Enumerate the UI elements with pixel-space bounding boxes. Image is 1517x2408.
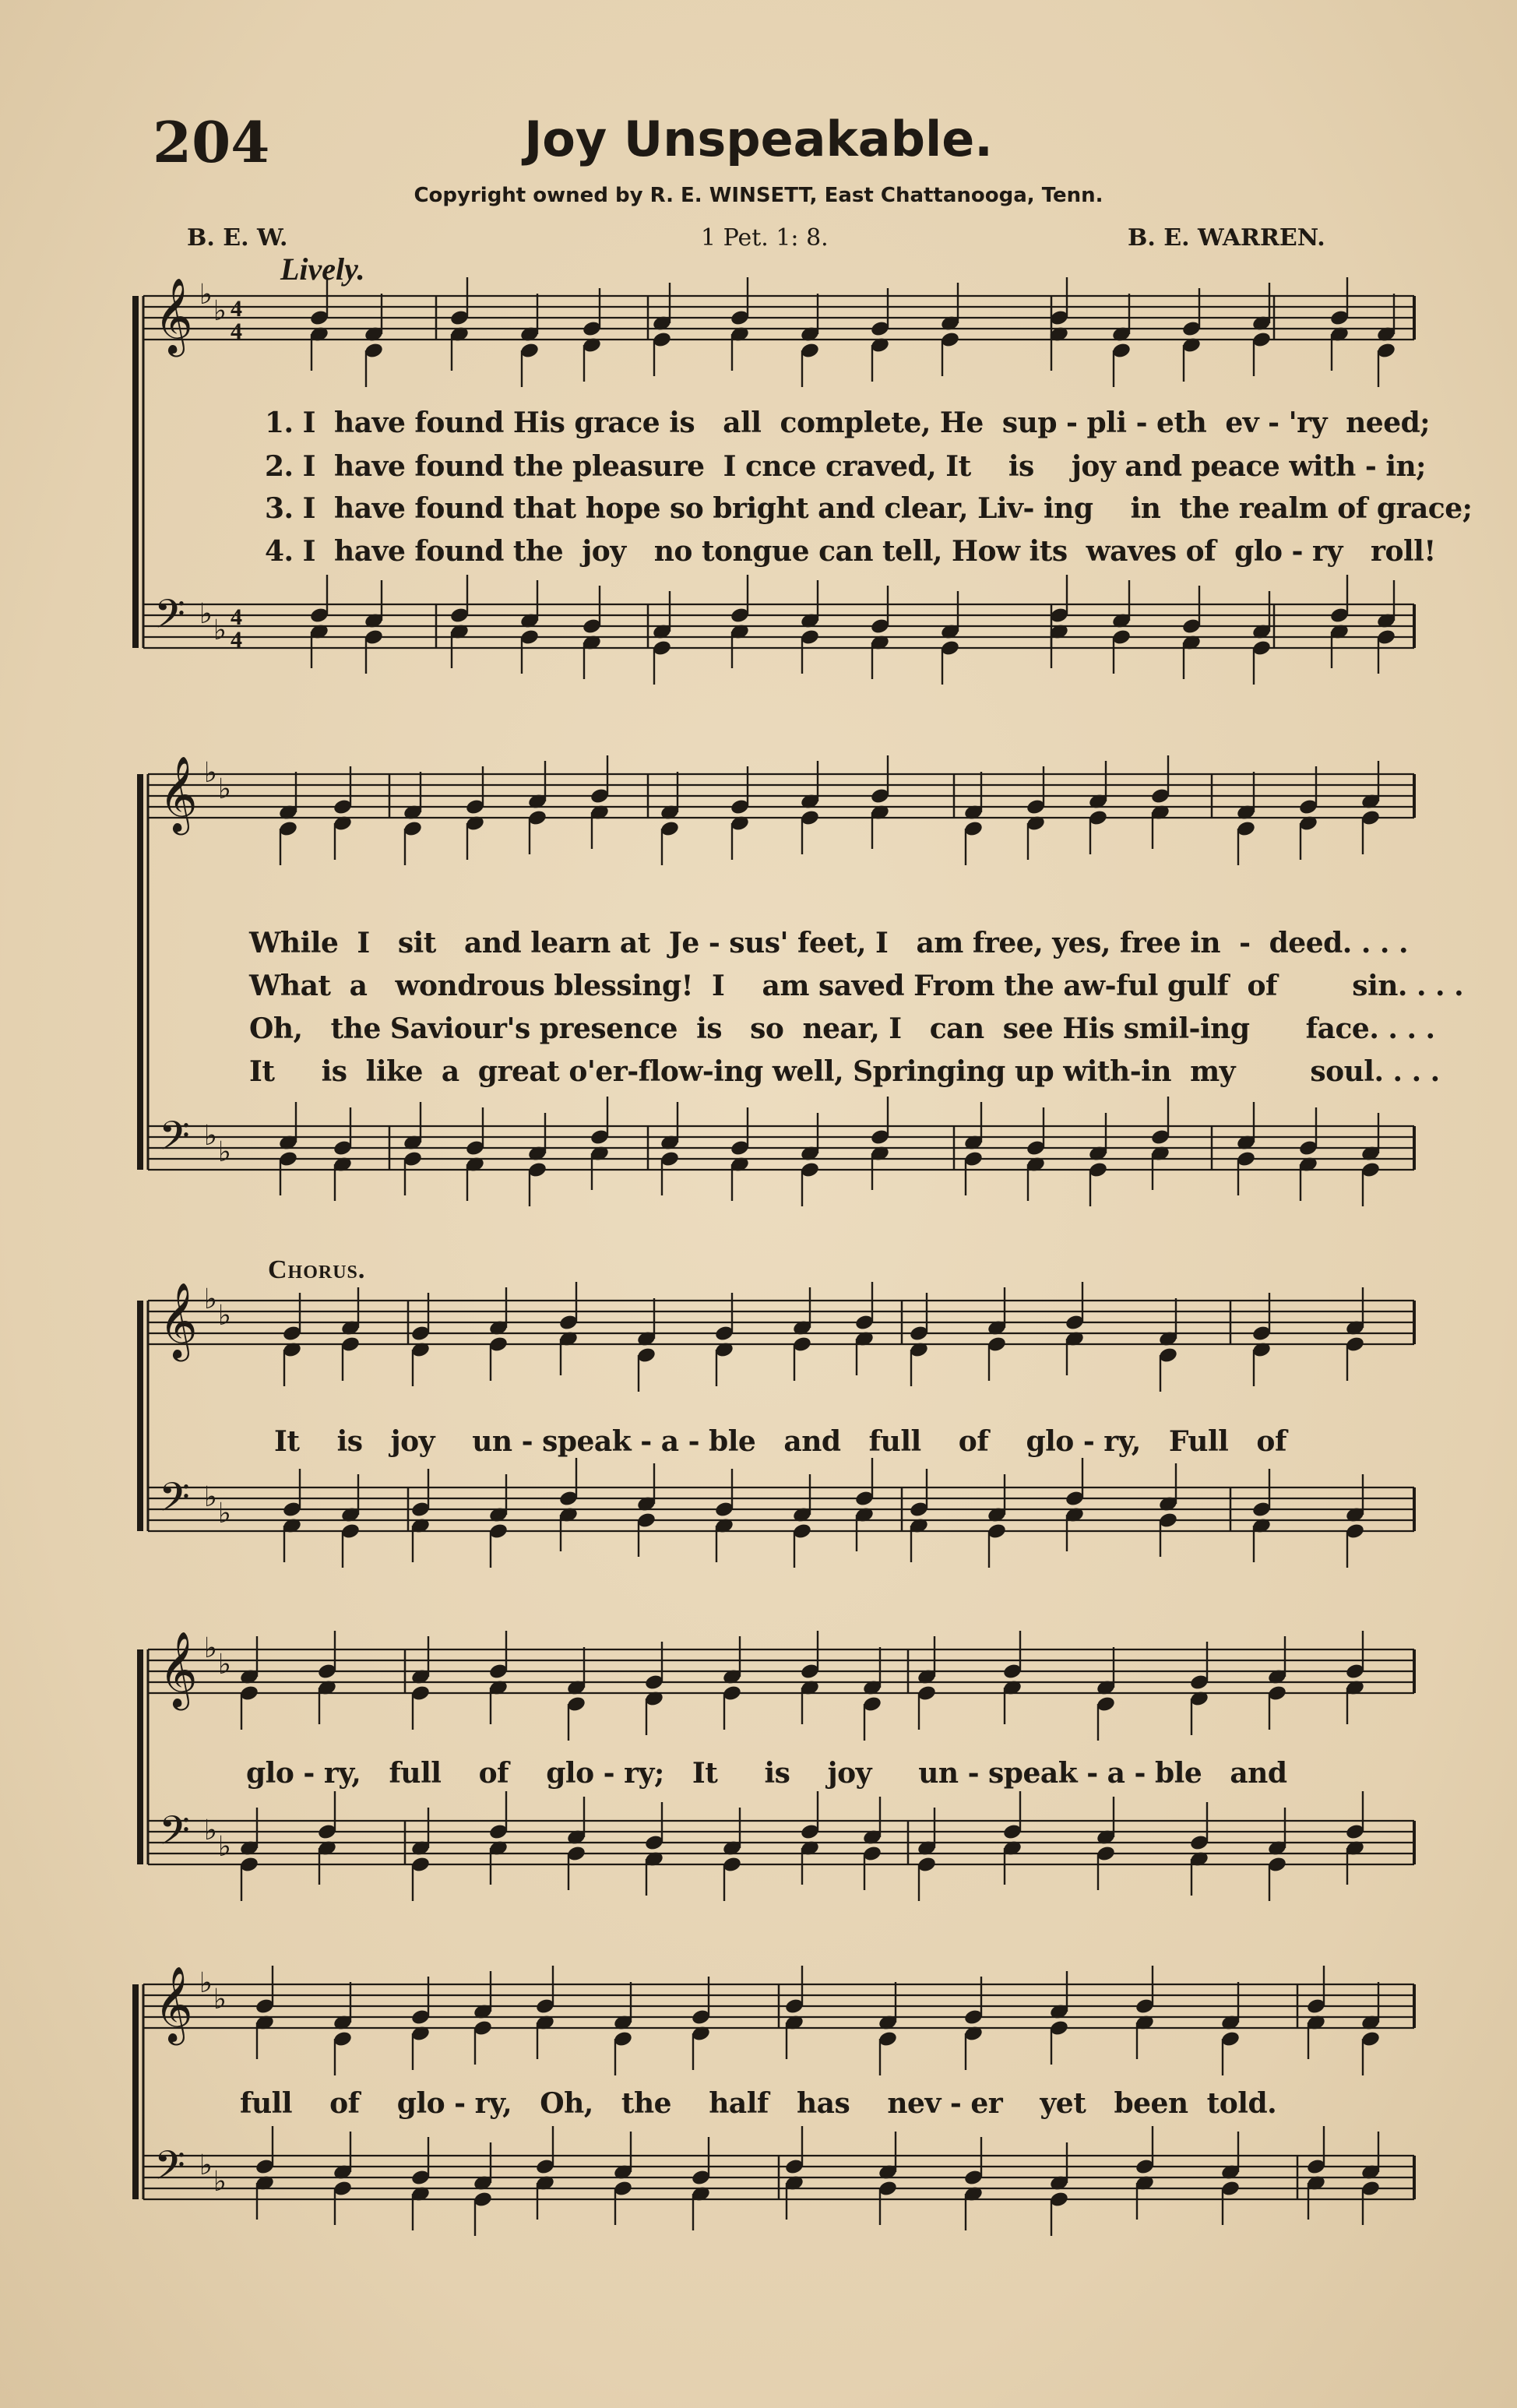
hymn-title: Joy Unspeakable. [524, 111, 993, 167]
chorus-line-2: glo - ry, full of glo - ry; It is joy un - speak - a - ble and [246, 1757, 1287, 1790]
flat-sign-icon: ♭ [199, 2149, 213, 2181]
flat-sign-icon: ♭ [213, 295, 227, 327]
bass-clef-icon: 𝄢 [159, 1112, 190, 1169]
hymn-number: 204 [153, 109, 270, 175]
flat-sign-icon: ♭ [204, 1632, 217, 1664]
verse-1-line-2: While I sit and learn at Je - sus' feet, I am free, yes, free in - deed. . . . [249, 927, 1409, 959]
treble-clef-icon: 𝄞 [154, 277, 193, 354]
flat-sign-icon: ♭ [199, 279, 213, 311]
flat-sign-icon: ♭ [204, 757, 217, 789]
chorus-label: Chorus. [268, 1255, 366, 1284]
tempo-marking: Lively. [280, 252, 365, 287]
verse-3-line-2: Oh, the Saviour's presence is so near, I can see His smil-ing face. . . . [249, 1012, 1435, 1045]
flat-sign-icon: ♭ [213, 1984, 227, 2015]
flat-sign-icon: ♭ [213, 2166, 227, 2198]
treble-clef-icon: 𝄞 [159, 1282, 198, 1358]
system-brace [137, 1301, 143, 1531]
bass-clef-icon: 𝄢 [159, 1473, 190, 1530]
treble-clef-icon: 𝄞 [154, 1966, 193, 2042]
system-brace [137, 1649, 143, 1864]
treble-clef-icon: 𝄞 [159, 1631, 198, 1707]
treble-clef-icon: 𝄞 [159, 755, 198, 832]
flat-sign-icon: ♭ [204, 1815, 217, 1846]
system-brace [132, 1984, 139, 2199]
time-signature: 4 [231, 296, 242, 322]
flat-sign-icon: ♭ [204, 1283, 217, 1315]
verse-4-line-2: It is like a great o'er-flow-ing well, Springing up with-in my soul. . . . [249, 1055, 1440, 1088]
flat-sign-icon: ♭ [213, 614, 227, 646]
words-credit: B. E. W. [187, 224, 288, 252]
flat-sign-icon: ♭ [218, 1649, 231, 1681]
verse-2-line-1: 2. I have found the pleasure I cnce craved, It is joy and peace with - in; [265, 450, 1426, 483]
flat-sign-icon: ♭ [199, 598, 213, 630]
time-signature: 4 [231, 627, 242, 653]
flat-sign-icon: ♭ [218, 1831, 231, 1863]
flat-sign-icon: ♭ [204, 1481, 217, 1513]
verse-4-line-1: 4. I have found the joy no tongue can tell, How its waves of glo - ry roll! [265, 535, 1436, 568]
time-signature: 4 [231, 604, 242, 630]
bass-clef-icon: 𝄢 [159, 1807, 190, 1864]
system-brace [137, 774, 143, 1170]
verse-2-line-2: What a wondrous blessing! I am saved From the aw-ful gulf of sin. . . . [249, 970, 1464, 1002]
verse-3-line-1: 3. I have found that hope so bright and clear, Liv- ing in the realm of grace; [265, 492, 1473, 525]
flat-sign-icon: ♭ [218, 773, 231, 805]
chorus-line-1: It is joy un - speak - a - ble and full of glo - ry, Full of [274, 1425, 1286, 1458]
copyright-notice: Copyright owned by R. E. WINSETT, East Chattanooga, Tenn. [414, 184, 1103, 207]
time-signature: 4 [231, 319, 242, 344]
flat-sign-icon: ♭ [218, 1300, 231, 1332]
flat-sign-icon: ♭ [199, 1967, 213, 1999]
flat-sign-icon: ♭ [218, 1498, 231, 1530]
music-credit: B. E. WARREN. [1128, 224, 1325, 252]
chorus-line-3: full of glo - ry, Oh, the half has nev - er yet been told. [240, 2087, 1277, 2120]
scripture-reference: 1 Pet. 1: 8. [701, 224, 829, 252]
flat-sign-icon: ♭ [218, 1136, 231, 1168]
bass-clef-icon: 𝄢 [154, 2142, 185, 2199]
flat-sign-icon: ♭ [204, 1120, 217, 1152]
system-brace [132, 296, 139, 648]
verse-1-line-1: 1. I have found His grace is all complete, He sup - pli - eth ev - 'ry need; [265, 407, 1431, 439]
bass-clef-icon: 𝄢 [154, 590, 185, 647]
